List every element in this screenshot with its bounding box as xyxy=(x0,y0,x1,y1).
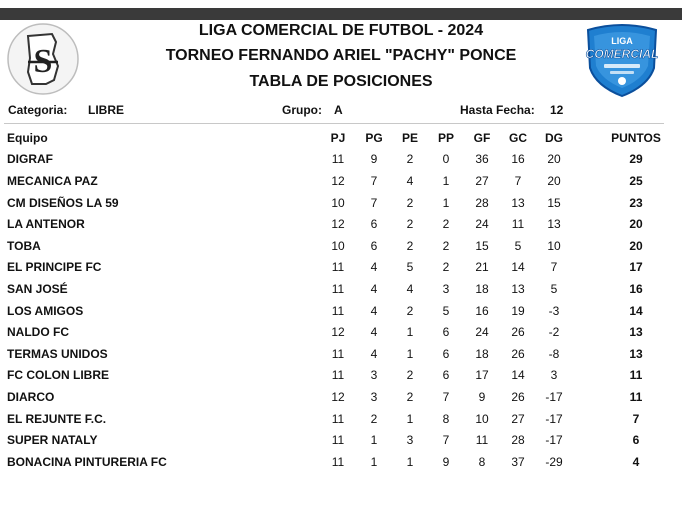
cell-pj: 11 xyxy=(331,260,345,275)
cell-puntos: 29 xyxy=(629,152,643,167)
cell-pg: 4 xyxy=(370,325,378,340)
cell-gc: 5 xyxy=(514,238,522,253)
cell-pj: 11 xyxy=(331,152,345,167)
cell-team: CM DISEÑOS LA 59 xyxy=(7,195,119,210)
cell-pj: 11 xyxy=(331,281,345,296)
cell-gc: 26 xyxy=(511,346,525,361)
categoria-value: LIBRE xyxy=(88,103,124,117)
cell-pp: 2 xyxy=(442,260,450,275)
cell-dg: 20 xyxy=(547,152,561,167)
cell-pe: 1 xyxy=(406,411,414,426)
cell-pe: 2 xyxy=(406,195,414,210)
cell-puntos: 13 xyxy=(629,325,643,340)
cell-pg: 2 xyxy=(370,411,378,426)
cell-pp: 6 xyxy=(442,346,450,361)
cell-gf: 24 xyxy=(475,325,489,340)
badge-line1: LIGA xyxy=(611,36,633,46)
cell-team: NALDO FC xyxy=(7,325,69,340)
cell-pj: 11 xyxy=(331,411,345,426)
table-row xyxy=(4,386,682,408)
table-row xyxy=(4,300,682,322)
cell-puntos: 11 xyxy=(629,389,643,404)
cell-gf: 11 xyxy=(475,433,489,448)
cell-team: LOS AMIGOS xyxy=(7,303,84,318)
cell-pp: 1 xyxy=(442,173,450,188)
cell-dg: 20 xyxy=(547,173,561,188)
cell-puntos: 25 xyxy=(629,173,643,188)
club-s-logo-letter: S xyxy=(33,43,53,80)
cell-gc: 37 xyxy=(511,454,525,469)
col-header-gf: GF xyxy=(473,130,491,145)
cell-pe: 1 xyxy=(406,325,414,340)
cell-puntos: 13 xyxy=(629,346,643,361)
cell-gf: 21 xyxy=(475,260,489,275)
fecha-value: 12 xyxy=(550,103,564,117)
cell-gf: 27 xyxy=(475,173,489,188)
cell-dg: -3 xyxy=(548,303,560,318)
tournament-title: TORNEO FERNANDO ARIEL "PACHY" PONCE xyxy=(165,47,517,64)
cell-pg: 7 xyxy=(370,195,378,210)
cell-pj: 12 xyxy=(331,173,345,188)
cell-gc: 14 xyxy=(511,368,525,383)
col-header-pg: PG xyxy=(365,130,383,145)
cell-gc: 26 xyxy=(511,389,525,404)
cell-pe: 5 xyxy=(406,260,414,275)
cell-pp: 6 xyxy=(442,368,450,383)
cell-pg: 4 xyxy=(370,303,378,318)
cell-pp: 1 xyxy=(442,195,450,210)
cell-puntos: 6 xyxy=(632,433,640,448)
cell-team: EL PRINCIPE FC xyxy=(7,260,102,275)
cell-pe: 2 xyxy=(406,152,414,167)
table-row xyxy=(4,321,682,343)
cell-pp: 8 xyxy=(442,411,450,426)
filter-row xyxy=(0,103,682,121)
cell-pe: 3 xyxy=(406,433,414,448)
standings-title: TABLA DE POSICIONES xyxy=(249,73,433,90)
cell-gc: 26 xyxy=(511,325,525,340)
cell-pj: 12 xyxy=(331,325,345,340)
cell-pg: 6 xyxy=(370,238,378,253)
cell-pe: 1 xyxy=(406,346,414,361)
table-row xyxy=(4,257,682,279)
cell-pe: 1 xyxy=(406,454,414,469)
table-row xyxy=(4,149,682,171)
cell-pp: 0 xyxy=(442,152,450,167)
cell-gc: 28 xyxy=(511,433,525,448)
cell-pe: 4 xyxy=(406,173,414,188)
col-header-pe: PE xyxy=(401,130,418,145)
table-row xyxy=(4,451,682,473)
cell-dg: 5 xyxy=(550,281,558,296)
cell-team: FC COLON LIBRE xyxy=(7,368,109,383)
cell-dg: 10 xyxy=(547,238,561,253)
fecha-label: Hasta Fecha: xyxy=(460,103,535,117)
cell-gc: 16 xyxy=(511,152,525,167)
categoria-label: Categoria: xyxy=(8,103,68,117)
cell-pg: 1 xyxy=(370,433,378,448)
table-row xyxy=(4,170,682,192)
table-row xyxy=(4,235,682,257)
cell-dg: -17 xyxy=(545,433,563,448)
cell-pg: 3 xyxy=(370,368,378,383)
cell-puntos: 7 xyxy=(632,411,640,426)
cell-team: DIARCO xyxy=(7,389,55,404)
cell-puntos: 20 xyxy=(629,238,643,253)
cell-dg: -8 xyxy=(548,346,560,361)
cell-pg: 4 xyxy=(370,346,378,361)
cell-team: EL REJUNTE F.C. xyxy=(7,411,107,426)
cell-team: LA ANTENOR xyxy=(7,217,85,232)
cell-puntos: 23 xyxy=(629,195,643,210)
cell-puntos: 14 xyxy=(629,303,643,318)
cell-gf: 8 xyxy=(478,454,486,469)
cell-pp: 2 xyxy=(442,217,450,232)
cell-puntos: 11 xyxy=(629,368,643,383)
col-header-dg: DG xyxy=(545,130,563,145)
cell-gc: 13 xyxy=(511,281,525,296)
cell-dg: 13 xyxy=(547,217,561,232)
cell-team: SAN JOSÉ xyxy=(7,281,68,296)
cell-pg: 1 xyxy=(370,454,378,469)
cell-pe: 2 xyxy=(406,303,414,318)
cell-pp: 9 xyxy=(442,454,450,469)
cell-pj: 11 xyxy=(331,454,345,469)
cell-gf: 16 xyxy=(475,303,489,318)
cell-pg: 3 xyxy=(370,389,378,404)
cell-gc: 27 xyxy=(511,411,525,426)
cell-dg: -17 xyxy=(545,411,563,426)
cell-gf: 10 xyxy=(475,411,489,426)
grupo-value: A xyxy=(334,103,343,117)
cell-pj: 11 xyxy=(331,303,345,318)
cell-pg: 4 xyxy=(370,281,378,296)
cell-pe: 4 xyxy=(406,281,414,296)
cell-pp: 5 xyxy=(442,303,450,318)
top-bar xyxy=(0,8,682,20)
table-row xyxy=(4,429,682,451)
cell-dg: -2 xyxy=(548,325,560,340)
badge-line2: COMERCIAL xyxy=(585,47,659,61)
cell-dg: -29 xyxy=(545,454,563,469)
table-row xyxy=(4,408,682,430)
cell-pg: 9 xyxy=(370,152,378,167)
cell-pe: 2 xyxy=(406,238,414,253)
cell-dg: -17 xyxy=(545,389,563,404)
table-header-row xyxy=(4,127,682,149)
cell-gc: 11 xyxy=(511,217,525,232)
cell-gf: 9 xyxy=(478,389,486,404)
cell-gf: 18 xyxy=(475,281,489,296)
table-row xyxy=(4,213,682,235)
col-header-pj: PJ xyxy=(330,130,346,145)
cell-gc: 19 xyxy=(511,303,525,318)
cell-pj: 12 xyxy=(331,217,345,232)
cell-pe: 2 xyxy=(406,217,414,232)
col-header-pp: PP xyxy=(437,130,454,145)
cell-pj: 11 xyxy=(331,368,345,383)
cell-gf: 28 xyxy=(475,195,489,210)
cell-puntos: 20 xyxy=(629,217,643,232)
col-header-equipo: Equipo xyxy=(7,130,48,145)
divider xyxy=(4,123,664,124)
cell-team: SUPER NATALY xyxy=(7,433,98,448)
cell-pj: 12 xyxy=(331,389,345,404)
cell-pg: 6 xyxy=(370,217,378,232)
cell-team: MECANICA PAZ xyxy=(7,173,98,188)
cell-gf: 18 xyxy=(475,346,489,361)
cell-pg: 7 xyxy=(370,173,378,188)
cell-pj: 11 xyxy=(331,433,345,448)
cell-dg: 7 xyxy=(550,260,558,275)
cell-dg: 3 xyxy=(550,368,558,383)
league-title: LIGA COMERCIAL DE FUTBOL - 2024 xyxy=(198,22,484,39)
cell-dg: 15 xyxy=(547,195,561,210)
cell-puntos: 16 xyxy=(629,281,643,296)
cell-pp: 6 xyxy=(442,325,450,340)
standings-table xyxy=(4,127,682,473)
cell-pj: 10 xyxy=(331,238,345,253)
cell-puntos: 4 xyxy=(632,454,640,469)
cell-pe: 2 xyxy=(406,368,414,383)
cell-pp: 7 xyxy=(442,389,450,404)
cell-gc: 14 xyxy=(511,260,525,275)
table-row xyxy=(4,192,682,214)
cell-gf: 17 xyxy=(475,368,489,383)
cell-team: TOBA xyxy=(7,238,41,253)
cell-gf: 24 xyxy=(475,217,489,232)
grupo-label: Grupo: xyxy=(282,103,322,117)
cell-pe: 2 xyxy=(406,389,414,404)
cell-pg: 4 xyxy=(370,260,378,275)
cell-pp: 3 xyxy=(442,281,450,296)
cell-team: DIGRAF xyxy=(7,152,53,167)
cell-pj: 10 xyxy=(331,195,345,210)
col-header-puntos: PUNTOS xyxy=(611,130,661,145)
cell-gc: 13 xyxy=(511,195,525,210)
cell-gf: 36 xyxy=(475,152,489,167)
cell-pp: 7 xyxy=(442,433,450,448)
cell-gf: 15 xyxy=(475,238,489,253)
table-row xyxy=(4,343,682,365)
table-row xyxy=(4,278,682,300)
cell-gc: 7 xyxy=(514,173,522,188)
col-header-gc: GC xyxy=(509,130,527,145)
cell-team: BONACINA PINTURERIA FC xyxy=(7,454,167,469)
cell-pp: 2 xyxy=(442,238,450,253)
cell-puntos: 17 xyxy=(629,260,643,275)
table-row xyxy=(4,365,682,387)
cell-team: TERMAS UNIDOS xyxy=(7,346,108,361)
cell-pj: 11 xyxy=(331,346,345,361)
